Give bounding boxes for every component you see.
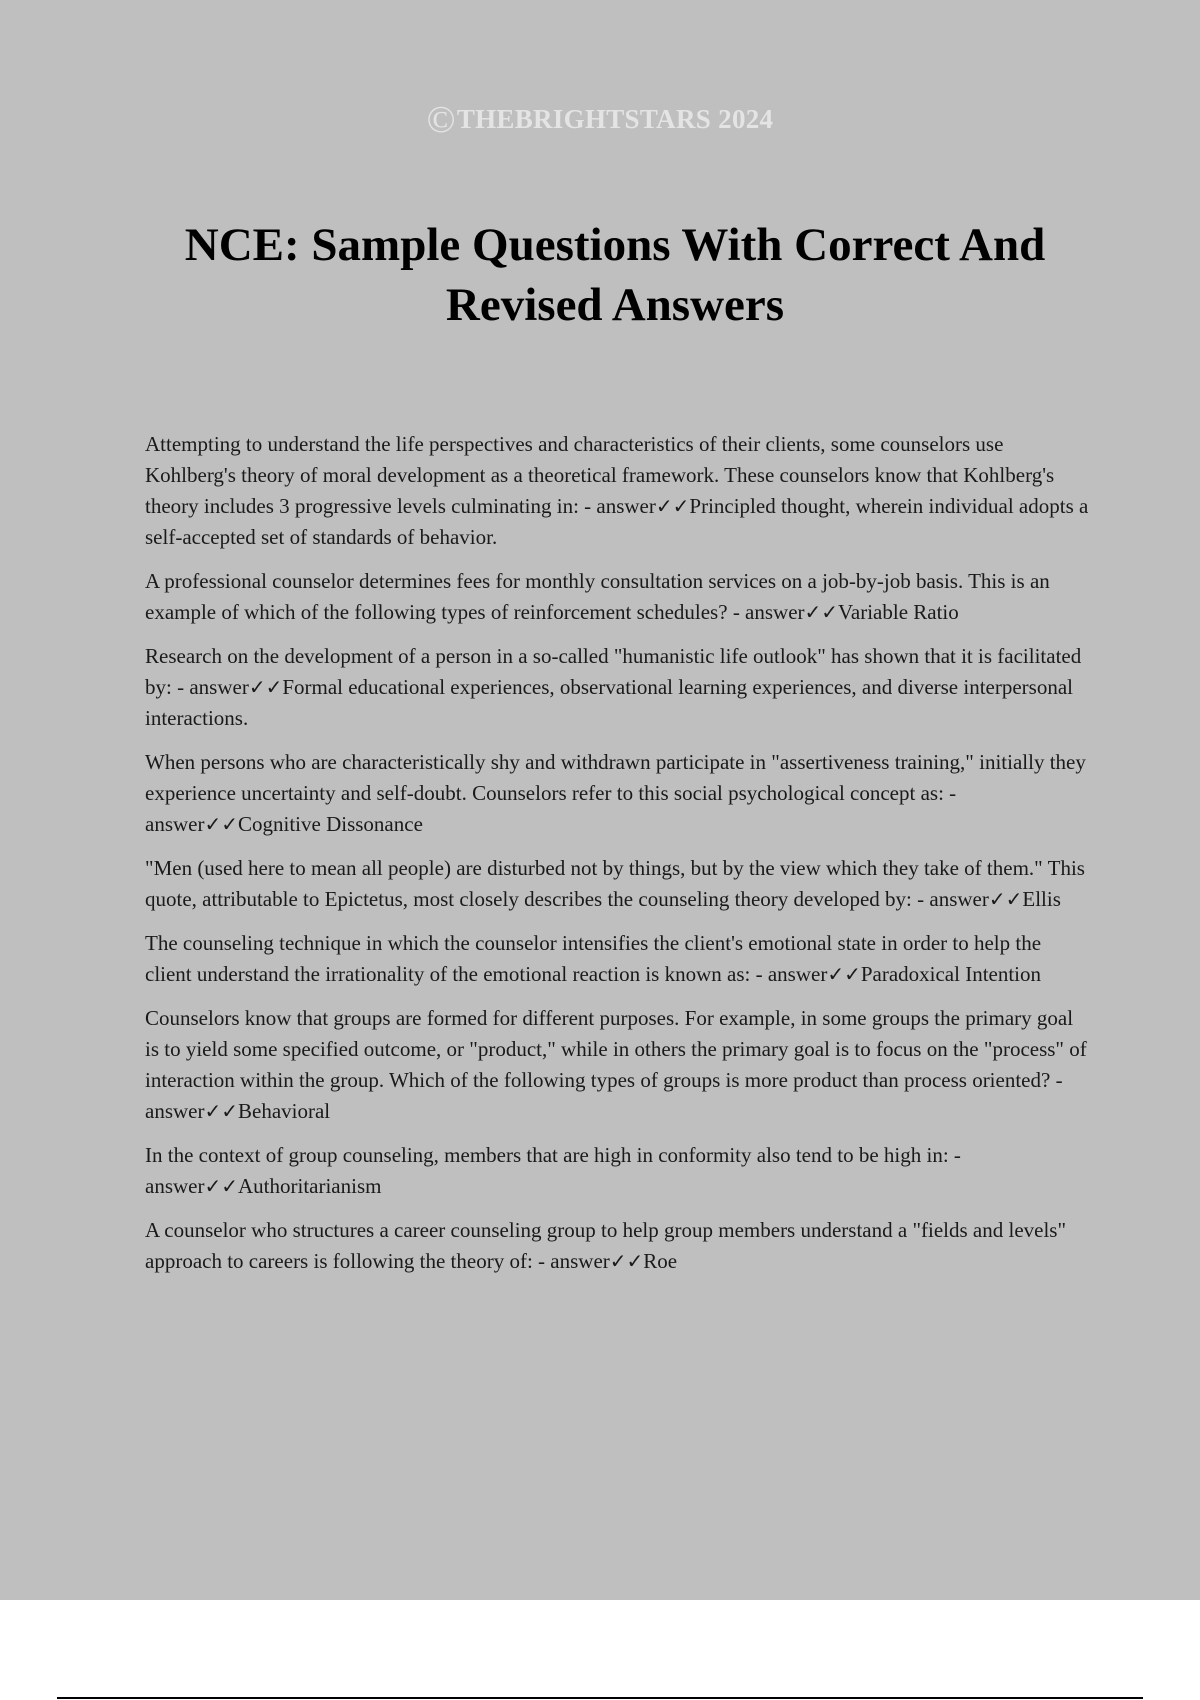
answer-label: - answer [727, 600, 805, 624]
answer-text: Authoritarianism [238, 1174, 382, 1198]
answer-label: - answer [145, 1143, 961, 1198]
check-icon: ✓✓ [609, 1249, 644, 1273]
check-icon: ✓✓ [988, 887, 1023, 911]
question-text: A professional counselor determines fees for monthly consultation services on a job-by-job basis. This is an example of which of the following types of reinforcement schedules? [145, 569, 1050, 624]
question-text: Counselors know that groups are formed for different purposes. For example, in some groups the primary goal is to yield some specified outcome, or "product," while in others the primary goal is to focus on the "process" of interaction within the group. Which of the following types of groups is more product than process oriented? [145, 1006, 1087, 1092]
answer-text: Cognitive Dissonance [238, 812, 423, 836]
answer-text: Roe [643, 1249, 678, 1273]
qa-list [145, 429, 1090, 1290]
check-icon: ✓✓ [204, 1099, 238, 1123]
question-text: "Men (used here to mean all people) are disturbed not by things, but by the view which they take of them." This quote, attributable to Epictetus, most closely describes the counseling theory developed by: [145, 856, 1085, 911]
answer-text: Principled thought, wherein individual adopts a self-accepted set of standards of behavior. [145, 494, 1089, 549]
question-text: When persons who are characteristically shy and withdrawn participate in "assertiveness training," initially they experience uncertainty and self-doubt. Counselors refer to this social psychological concept as: [145, 750, 1086, 805]
answer-text: Ellis [1022, 887, 1061, 911]
answer-text: Behavioral [238, 1099, 331, 1123]
watermark [0, 98, 1200, 142]
question-text: In the context of group counseling, members that are high in conformity also tend to be high in: [145, 1143, 949, 1167]
answer-label: - answer [750, 962, 828, 986]
answer-text: Paradoxical Intention [860, 962, 1042, 986]
qa-item [145, 928, 1090, 990]
qa-item [145, 641, 1090, 734]
question-text: A counselor who structures a career counseling group to help group members understand a "fields and levels" approach to careers is following the theory of: [145, 1218, 1067, 1273]
footer-divider [57, 1697, 1143, 1699]
qa-item [145, 747, 1090, 840]
check-icon: ✓✓ [248, 675, 283, 699]
answer-text: Formal educational experiences, observational learning experiences, and diverse interpersonal interactions. [145, 675, 1074, 730]
qa-item [145, 429, 1090, 553]
document-title: NCE: Sample Questions With Correct And Revised Answers [184, 219, 1046, 331]
check-icon: ✓✓ [204, 812, 238, 836]
question-text: Attempting to understand the life perspectives and characteristics of their clients, some counselors use Kohlberg's theory of moral development as a theoretical framework. These counselors know that Kohlberg's theory includes 3 progressive levels culminating in: [145, 432, 1055, 518]
qa-item [145, 1215, 1090, 1277]
answer-label: - answer [145, 781, 957, 836]
qa-item [145, 1140, 1090, 1202]
qa-item [145, 1003, 1090, 1127]
check-icon: ✓✓ [827, 962, 861, 986]
check-icon: ✓✓ [655, 494, 690, 518]
qa-item [145, 566, 1090, 628]
answer-label: - answer [578, 494, 656, 518]
copyright-symbol: © [426, 99, 456, 141]
watermark-text: THEBRIGHTSTARS 2024 [456, 104, 774, 134]
answer-label: - answer [532, 1249, 610, 1273]
check-icon: ✓✓ [204, 1174, 238, 1198]
question-text: The counseling technique in which the counselor intensifies the client's emotional state in order to help the client understand the irrationality of the emotional reaction is known as: [145, 931, 1042, 986]
answer-label: - answer [145, 1068, 1063, 1123]
check-icon: ✓✓ [804, 600, 839, 624]
answer-label: - answer [911, 887, 989, 911]
answer-text: Variable Ratio [838, 600, 959, 624]
question-text: Research on the development of a person in a so-called "humanistic life outlook" has shown that it is facilitated by: [145, 644, 1082, 699]
answer-label: - answer [171, 675, 249, 699]
qa-item [145, 853, 1090, 915]
